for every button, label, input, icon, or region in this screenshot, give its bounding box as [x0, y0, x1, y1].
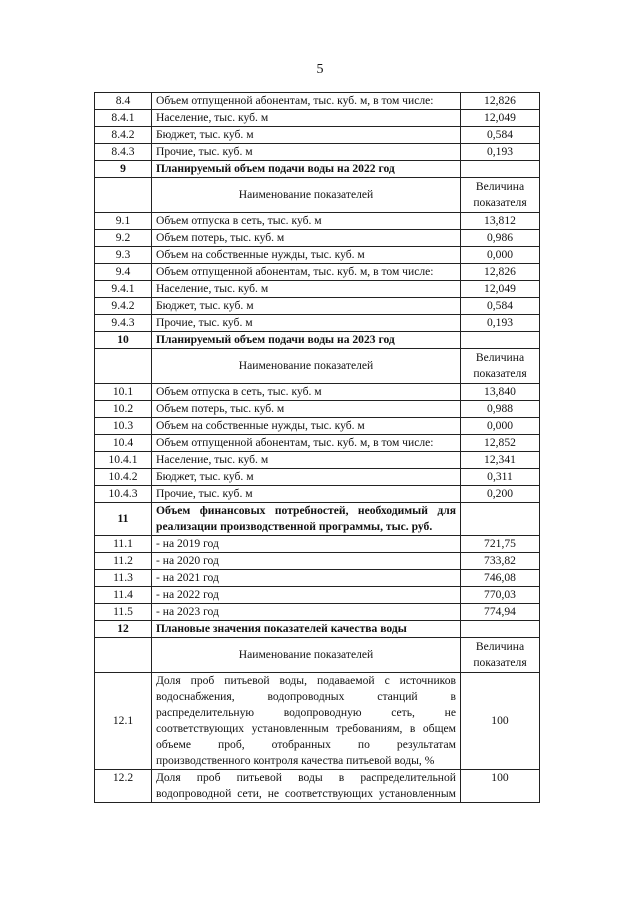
row-number: 9.4 — [95, 264, 152, 281]
page-number: 5 — [316, 62, 324, 77]
table-row — [95, 178, 540, 213]
table-row — [95, 384, 540, 401]
indicator-name: Население, тыс. куб. м — [152, 452, 461, 469]
row-number: 8.4.2 — [95, 127, 152, 144]
table-row — [95, 418, 540, 435]
row-number: 12.1 — [95, 673, 152, 770]
indicator-name: Объем потерь, тыс. куб. м — [152, 230, 461, 247]
column-header-value-line: показателя — [473, 196, 527, 209]
indicator-value: 0,000 — [461, 247, 540, 264]
indicator-name-line: водоснабжения, водопроводных станций в — [156, 690, 456, 703]
indicator-name: Бюджет, тыс. куб. м — [152, 298, 461, 315]
column-header-name: Наименование показателей — [152, 349, 461, 384]
table-row — [95, 93, 540, 110]
indicator-value: 733,82 — [461, 553, 540, 570]
row-number: 10.4.1 — [95, 452, 152, 469]
indicator-name: Прочие, тыс. куб. м — [152, 486, 461, 503]
indicator-name: Объем на собственные нужды, тыс. куб. м — [152, 418, 461, 435]
indicator-value: 0,584 — [461, 298, 540, 315]
table-row — [95, 536, 540, 553]
table-row — [95, 213, 540, 230]
indicator-name: Объем потерь, тыс. куб. м — [152, 401, 461, 418]
table-row — [95, 469, 540, 486]
table-row — [95, 621, 540, 638]
section-value-empty — [461, 161, 540, 178]
row-number: 9.4.2 — [95, 298, 152, 315]
indicator-name-line: Доля проб питьевой воды в распределительной — [156, 771, 456, 784]
section-value-empty — [461, 332, 540, 349]
row-number: 12.2 — [95, 770, 152, 803]
section-number: 10 — [95, 332, 152, 349]
indicator-value: 721,75 — [461, 536, 540, 553]
table-row — [95, 401, 540, 418]
indicator-name: Население, тыс. куб. м — [152, 281, 461, 298]
row-number: 10.4 — [95, 435, 152, 452]
section-title: Планируемый объем подачи воды на 2023 год — [152, 332, 461, 349]
indicator-value: 774,94 — [461, 604, 540, 621]
section-title — [152, 503, 461, 536]
indicator-name — [152, 770, 461, 803]
indicator-value: 0,193 — [461, 315, 540, 332]
indicator-value: 770,03 — [461, 587, 540, 604]
indicator-name-line: Доля проб питьевой воды, подаваемой с источников — [156, 674, 456, 687]
column-header-name: Наименование показателей — [152, 178, 461, 213]
header-number-empty — [95, 349, 152, 384]
column-header-value — [461, 178, 540, 213]
indicator-value: 12,826 — [461, 264, 540, 281]
section-title-line: Объем финансовых потребностей, необходимый для — [156, 504, 456, 517]
indicator-name: Объем на собственные нужды, тыс. куб. м — [152, 247, 461, 264]
indicator-name: - на 2023 год — [152, 604, 461, 621]
table-row — [95, 281, 540, 298]
row-number: 9.3 — [95, 247, 152, 264]
header-number-empty — [95, 638, 152, 673]
indicator-value: 746,08 — [461, 570, 540, 587]
indicator-value: 12,341 — [461, 452, 540, 469]
row-number: 9.4.3 — [95, 315, 152, 332]
table-row — [95, 486, 540, 503]
indicator-name: - на 2019 год — [152, 536, 461, 553]
table-row — [95, 673, 540, 770]
table-row — [95, 503, 540, 536]
indicator-name: - на 2021 год — [152, 570, 461, 587]
indicator-value: 0,988 — [461, 401, 540, 418]
indicator-name: Объем отпуска в сеть, тыс. куб. м — [152, 213, 461, 230]
table-row — [95, 570, 540, 587]
row-number: 9.1 — [95, 213, 152, 230]
row-number: 9.4.1 — [95, 281, 152, 298]
indicator-name-line: распределительную водопроводную сеть, не — [156, 706, 456, 719]
indicator-value: 100 — [461, 770, 540, 803]
indicator-value: 12,049 — [461, 110, 540, 127]
indicator-value: 0,311 — [461, 469, 540, 486]
table-row — [95, 770, 540, 803]
indicator-value: 0,986 — [461, 230, 540, 247]
column-header-value-line: показателя — [473, 367, 527, 380]
table-row — [95, 315, 540, 332]
indicator-name: Объем отпущенной абонентам, тыс. куб. м, в том числе: — [152, 264, 461, 281]
section-number: 12 — [95, 621, 152, 638]
row-number: 11.5 — [95, 604, 152, 621]
indicator-name-line: соответствующих установленным требованиям, в общем — [156, 722, 456, 735]
row-number: 10.3 — [95, 418, 152, 435]
row-number: 10.4.2 — [95, 469, 152, 486]
row-number: 8.4.3 — [95, 144, 152, 161]
section-title-line: реализации производственной программы, тыс. руб. — [156, 520, 433, 533]
indicator-name: Бюджет, тыс. куб. м — [152, 127, 461, 144]
section-number: 9 — [95, 161, 152, 178]
indicator-value: 0,584 — [461, 127, 540, 144]
column-header-value — [461, 349, 540, 384]
row-number: 10.4.3 — [95, 486, 152, 503]
indicator-value: 12,049 — [461, 281, 540, 298]
indicator-name: Прочие, тыс. куб. м — [152, 315, 461, 332]
table-row — [95, 553, 540, 570]
table-row — [95, 144, 540, 161]
indicator-value: 0,193 — [461, 144, 540, 161]
column-header-value-line: Величина — [475, 180, 525, 193]
table-row — [95, 638, 540, 673]
row-number: 8.4 — [95, 93, 152, 110]
column-header-name: Наименование показателей — [152, 638, 461, 673]
indicator-name: Объем отпущенной абонентам, тыс. куб. м, в том числе: — [152, 93, 461, 110]
indicator-value: 12,852 — [461, 435, 540, 452]
table-row — [95, 230, 540, 247]
indicator-value: 100 — [461, 673, 540, 770]
column-header-value-line: показателя — [473, 656, 527, 669]
section-value-empty — [461, 621, 540, 638]
table-row — [95, 332, 540, 349]
indicator-name: - на 2022 год — [152, 587, 461, 604]
table-row — [95, 161, 540, 178]
indicator-value: 12,826 — [461, 93, 540, 110]
indicator-value: 13,812 — [461, 213, 540, 230]
table-row — [95, 110, 540, 127]
table-row — [95, 264, 540, 281]
row-number: 8.4.1 — [95, 110, 152, 127]
table-row — [95, 298, 540, 315]
section-number: 11 — [95, 503, 152, 536]
table-row — [95, 127, 540, 144]
row-number: 11.4 — [95, 587, 152, 604]
indicator-value: 13,840 — [461, 384, 540, 401]
indicator-name-line: водопроводной сети, не соответствующих установленным — [156, 787, 456, 800]
table-row — [95, 247, 540, 264]
row-number: 10.1 — [95, 384, 152, 401]
header-number-empty — [95, 178, 152, 213]
indicator-name: Население, тыс. куб. м — [152, 110, 461, 127]
table-row — [95, 435, 540, 452]
indicator-value: 0,200 — [461, 486, 540, 503]
row-number: 11.3 — [95, 570, 152, 587]
table-row — [95, 349, 540, 384]
section-title: Плановые значения показателей качества воды — [152, 621, 461, 638]
indicator-name: Объем отпуска в сеть, тыс. куб. м — [152, 384, 461, 401]
table-row — [95, 604, 540, 621]
table-row — [95, 452, 540, 469]
section-title: Планируемый объем подачи воды на 2022 год — [152, 161, 461, 178]
column-header-value-line: Величина — [475, 351, 525, 364]
indicator-name: - на 2020 год — [152, 553, 461, 570]
indicator-name-line: объеме проб, отобранных по результатам — [156, 738, 456, 751]
indicator-value: 0,000 — [461, 418, 540, 435]
column-header-value-line: Величина — [475, 640, 525, 653]
row-number: 10.2 — [95, 401, 152, 418]
section-value-empty — [461, 503, 540, 536]
column-header-value — [461, 638, 540, 673]
row-number: 11.1 — [95, 536, 152, 553]
row-number: 11.2 — [95, 553, 152, 570]
indicators-table — [94, 92, 540, 803]
indicator-name — [152, 673, 461, 770]
indicator-name-line: производственного контроля качества питьевой воды, % — [156, 754, 435, 767]
indicator-name: Бюджет, тыс. куб. м — [152, 469, 461, 486]
row-number: 9.2 — [95, 230, 152, 247]
indicator-name: Прочие, тыс. куб. м — [152, 144, 461, 161]
indicator-name: Объем отпущенной абонентам, тыс. куб. м, в том числе: — [152, 435, 461, 452]
table-row — [95, 587, 540, 604]
